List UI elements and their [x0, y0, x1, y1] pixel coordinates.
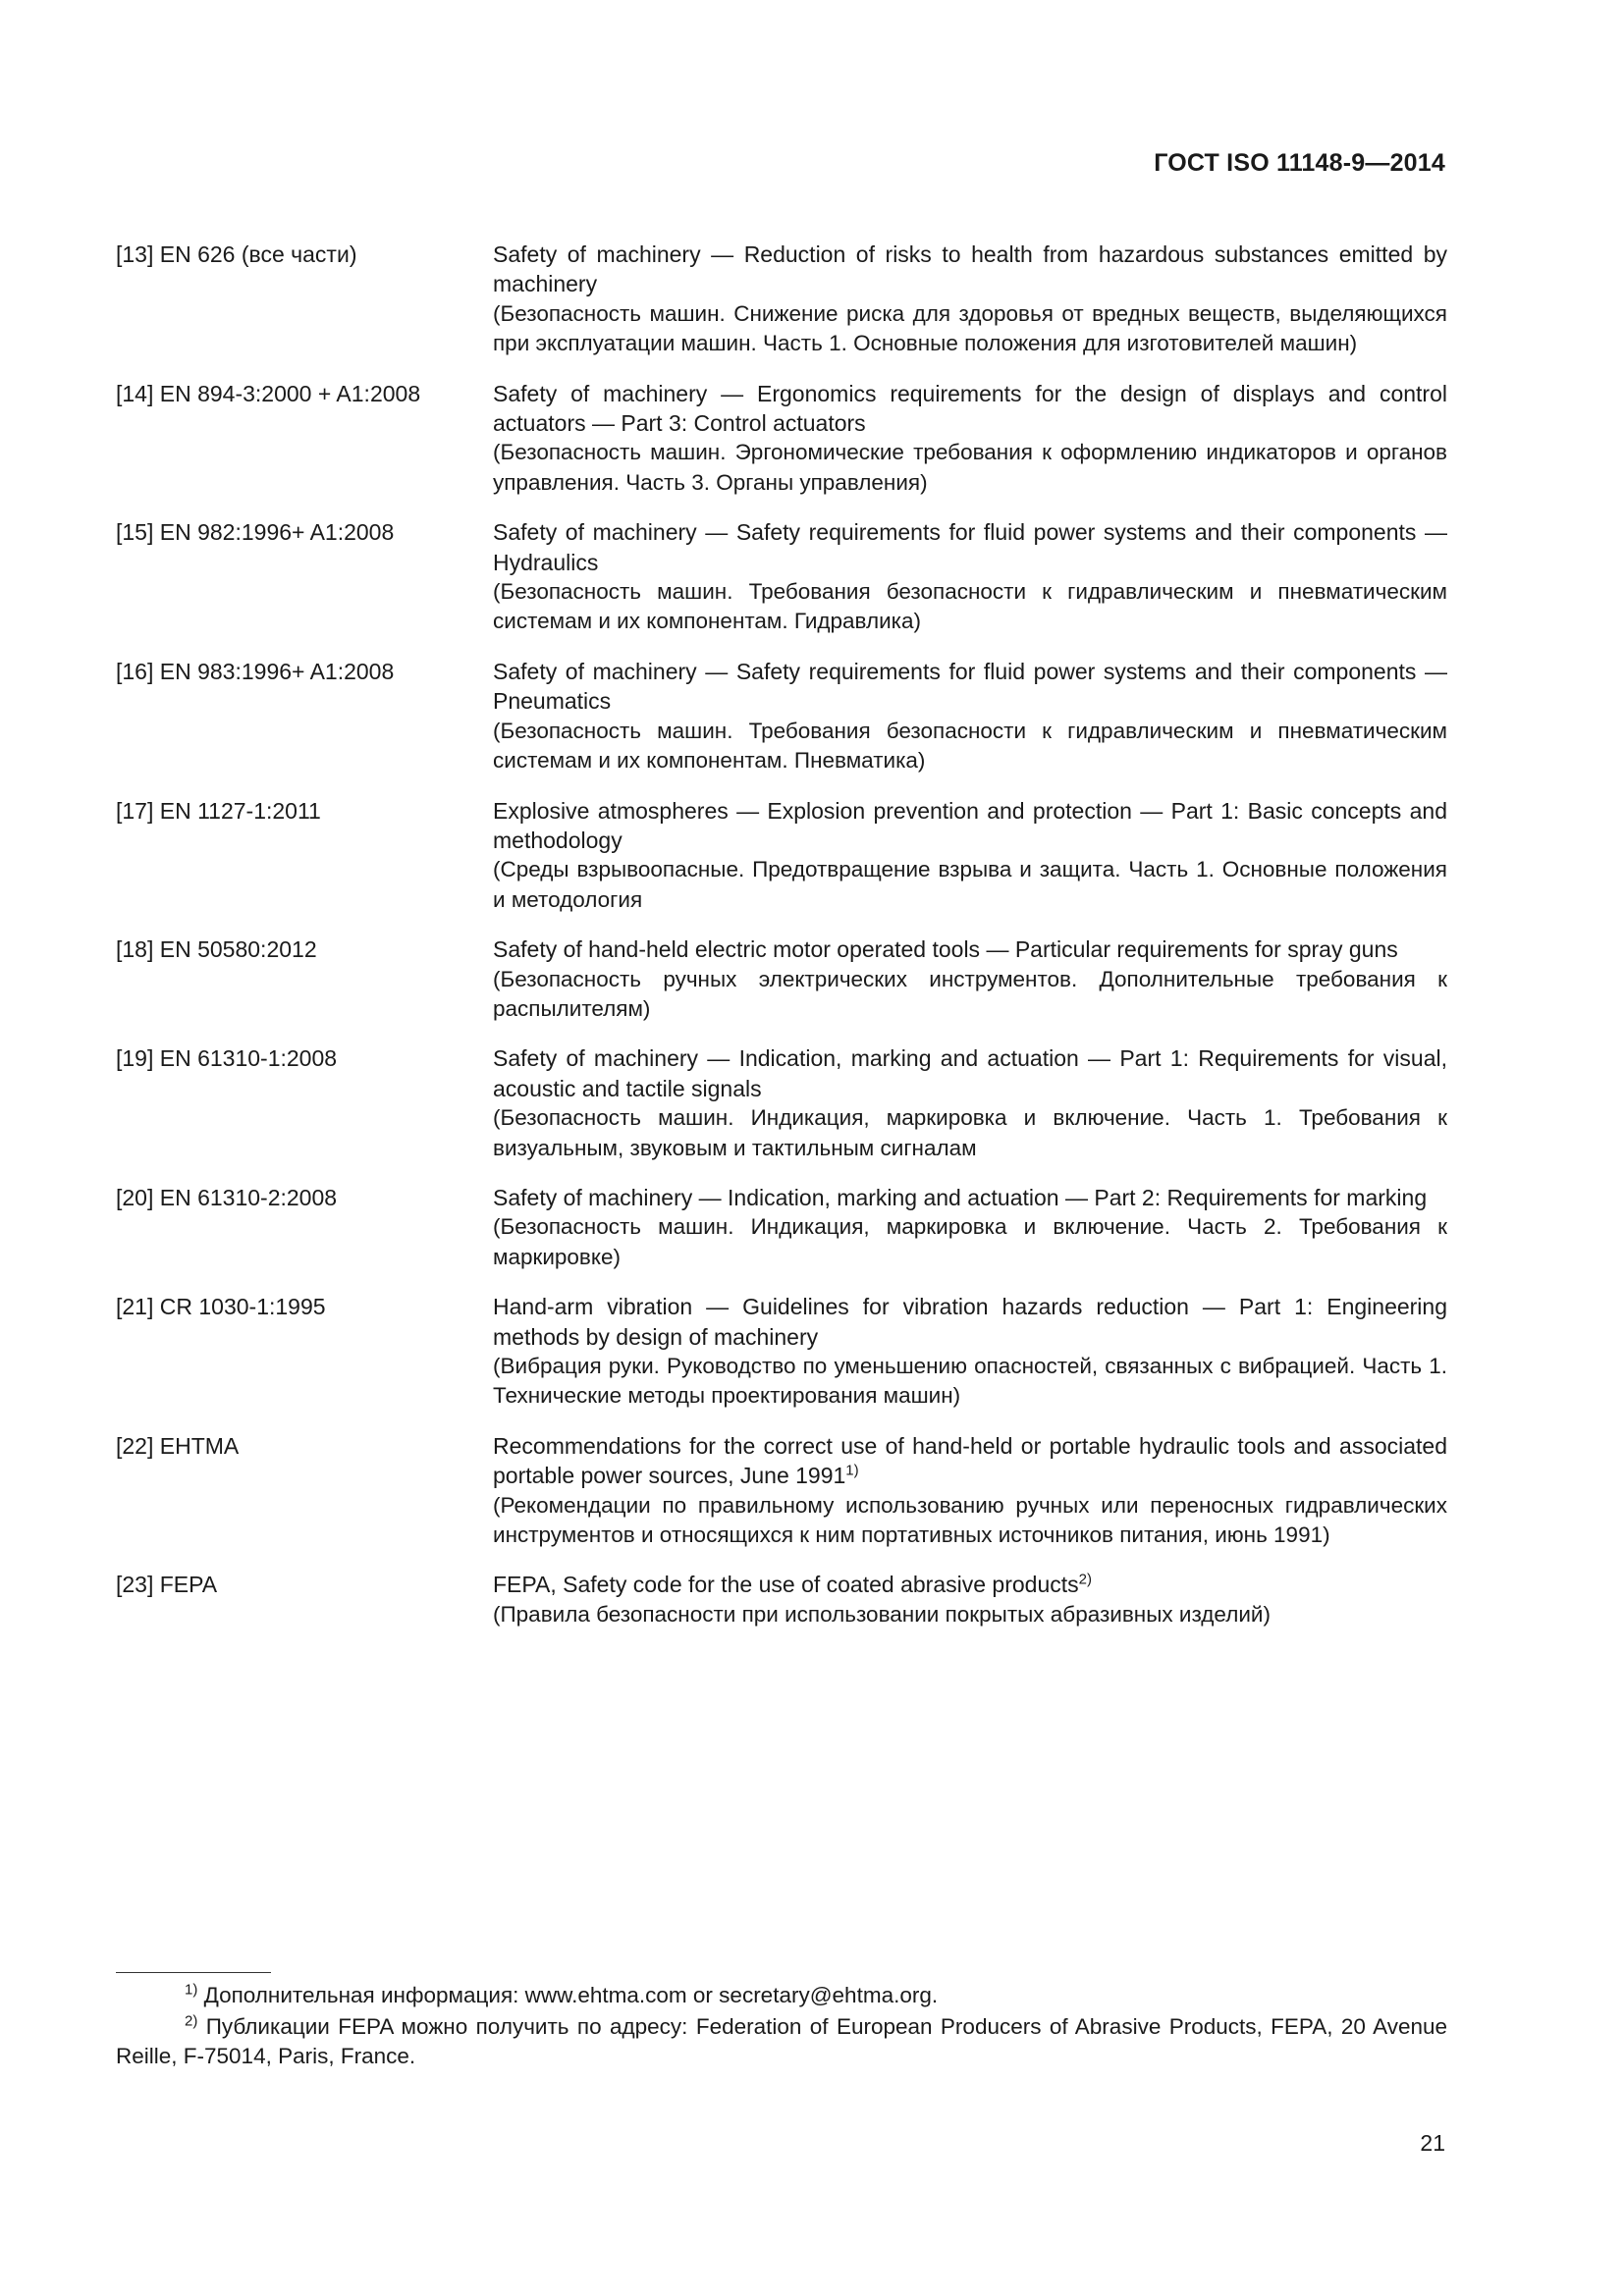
- reference-body: [493, 1292, 1447, 1412]
- reference-entry: [116, 379, 1447, 499]
- reference-body: [493, 240, 1447, 359]
- reference-body: [493, 1183, 1447, 1272]
- reference-title-ru: (Безопасность машин. Индикация, маркировка и включение. Часть 2. Требования к маркировке): [493, 1214, 1447, 1269]
- reference-entry: [116, 1570, 1447, 1629]
- reference-title-en: Safety of machinery — Safety requirements for fluid power systems and their components — Pneumatics: [493, 658, 1447, 715]
- reference-title-en: Safety of hand-held electric motor operated tools — Particular requirements for spray guns: [493, 936, 1398, 963]
- reference-title-ru: (Вибрация руки. Руководство по уменьшению опасностей, связанных с вибрацией. Часть 1. Технические методы проектирования машин): [493, 1354, 1447, 1409]
- reference-title-ru: (Безопасность ручных электрических инструментов. Дополнительные требования к распылителям): [493, 966, 1447, 1021]
- reference-body: [493, 1043, 1447, 1163]
- footnote-text: Публикации FEPA можно получить по адресу: Federation of European Producers of Abrasive Products, FEPA, 20 Avenue Reille, F-75014, Paris, France.: [116, 2014, 1447, 2068]
- reference-title-en-text: Recommendations for the correct use of hand-held or portable hydraulic tools and associated portable power sources, June 1991: [493, 1432, 1447, 1489]
- reference-body: [493, 796, 1447, 916]
- reference-body: [493, 1431, 1447, 1551]
- reference-key: [15] EN 982:1996+ A1:2008: [116, 519, 395, 546]
- reference-title-en: Explosive atmospheres — Explosion prevention and protection — Part 1: Basic concepts and methodology: [493, 797, 1447, 853]
- reference-title-ru: (Рекомендации по правильному использованию ручных или переносных гидравлических инструментов и относящихся к ним портативных источников питания, июнь 1991): [493, 1492, 1447, 1548]
- reference-key: [22] EHTMA: [116, 1432, 240, 1459]
- footnotes: [116, 1981, 1447, 2073]
- reference-entry: [116, 1043, 1447, 1163]
- reference-key: [18] EN 50580:2012: [116, 936, 317, 963]
- reference-body: [493, 657, 1447, 776]
- reference-key: [19] EN 61310-1:2008: [116, 1045, 338, 1072]
- reference-key: [20] EN 61310-2:2008: [116, 1184, 338, 1210]
- footnote-marker: 1): [185, 1981, 198, 1999]
- reference-title-ru: (Безопасность машин. Требования безопасности к гидравлическим и пневматическим системам и их компонентам. Гидравлика): [493, 579, 1447, 634]
- reference-title-ru: (Среды взрывоопасные. Предотвращение взрыва и защита. Часть 1. Основные положения и методология: [493, 857, 1447, 912]
- footnote-ref-marker: 1): [845, 1462, 859, 1479]
- reference-body: [493, 1570, 1447, 1629]
- reference-title-en: Hand-arm vibration — Guidelines for vibration hazards reduction — Part 1: Engineering methods by design of machinery: [493, 1294, 1447, 1350]
- reference-title-en-text: FEPA, Safety code for the use of coated abrasive products: [493, 1572, 1079, 1598]
- reference-title-en: Safety of machinery — Reduction of risks to health from hazardous substances emitted by machinery: [493, 241, 1447, 297]
- reference-title-ru: (Безопасность машин. Индикация, маркировка и включение. Часть 1. Требования к визуальным, звуковым и тактильным сигналам: [493, 1105, 1447, 1160]
- reference-title-en: [493, 1431, 1447, 1491]
- reference-entry: [116, 796, 1447, 916]
- reference-title-en: [493, 1570, 1447, 1599]
- reference-key: [21] CR 1030-1:1995: [116, 1294, 326, 1320]
- footnote: [116, 1981, 1447, 2010]
- reference-key: [23] FEPA: [116, 1572, 218, 1598]
- bibliography-list: [116, 240, 1447, 1649]
- footnote-text: Дополнительная информация: www.ehtma.com or secretary@ehtma.org.: [197, 1983, 939, 2007]
- footnote-ref-marker: 2): [1078, 1571, 1092, 1588]
- reference-body: [493, 934, 1447, 1024]
- footnote: [116, 2012, 1447, 2071]
- reference-key: [13] EN 626 (все части): [116, 241, 357, 267]
- page-number: 21: [1420, 2130, 1445, 2156]
- reference-key: [16] EN 983:1996+ A1:2008: [116, 658, 395, 684]
- reference-title-ru: (Безопасность машин. Эргономические требования к оформлению индикаторов и органов управления. Часть 3. Органы управления): [493, 440, 1447, 495]
- reference-key: [14] EN 894-3:2000 + A1:2008: [116, 380, 421, 406]
- reference-entry: [116, 1183, 1447, 1272]
- reference-title-ru: (Безопасность машин. Снижение риска для здоровья от вредных веществ, выделяющихся при эксплуатации машин. Часть 1. Основные положения для изготовителей машин): [493, 300, 1447, 356]
- reference-key: [17] EN 1127-1:2011: [116, 797, 321, 824]
- footnote-marker: 2): [185, 2012, 198, 2030]
- reference-entry: [116, 517, 1447, 637]
- reference-title-en: Safety of machinery — Ergonomics requirements for the design of displays and control actuators — Part 3: Control actuators: [493, 380, 1447, 437]
- reference-entry: [116, 657, 1447, 776]
- reference-body: [493, 517, 1447, 637]
- reference-title-ru: (Правила безопасности при использовании покрытых абразивных изделий): [493, 1601, 1271, 1627]
- reference-title-en: Safety of machinery — Safety requirements for fluid power systems and their components — Hydraulics: [493, 519, 1447, 575]
- reference-title-en: Safety of machinery — Indication, marking and actuation — Part 1: Requirements for visual, acoustic and tactile signals: [493, 1045, 1447, 1101]
- footnote-separator: [116, 1972, 271, 1973]
- reference-body: [493, 379, 1447, 499]
- reference-entry: [116, 1431, 1447, 1551]
- reference-entry: [116, 240, 1447, 359]
- page-header-standard-id: ГОСТ ISO 11148-9—2014: [1154, 149, 1445, 177]
- reference-title-en: Safety of machinery — Indication, marking and actuation — Part 2: Requirements for marking: [493, 1184, 1428, 1210]
- reference-entry: [116, 934, 1447, 1024]
- reference-title-ru: (Безопасность машин. Требования безопасности к гидравлическим и пневматическим системам и их компонентам. Пневматика): [493, 718, 1447, 774]
- reference-entry: [116, 1292, 1447, 1412]
